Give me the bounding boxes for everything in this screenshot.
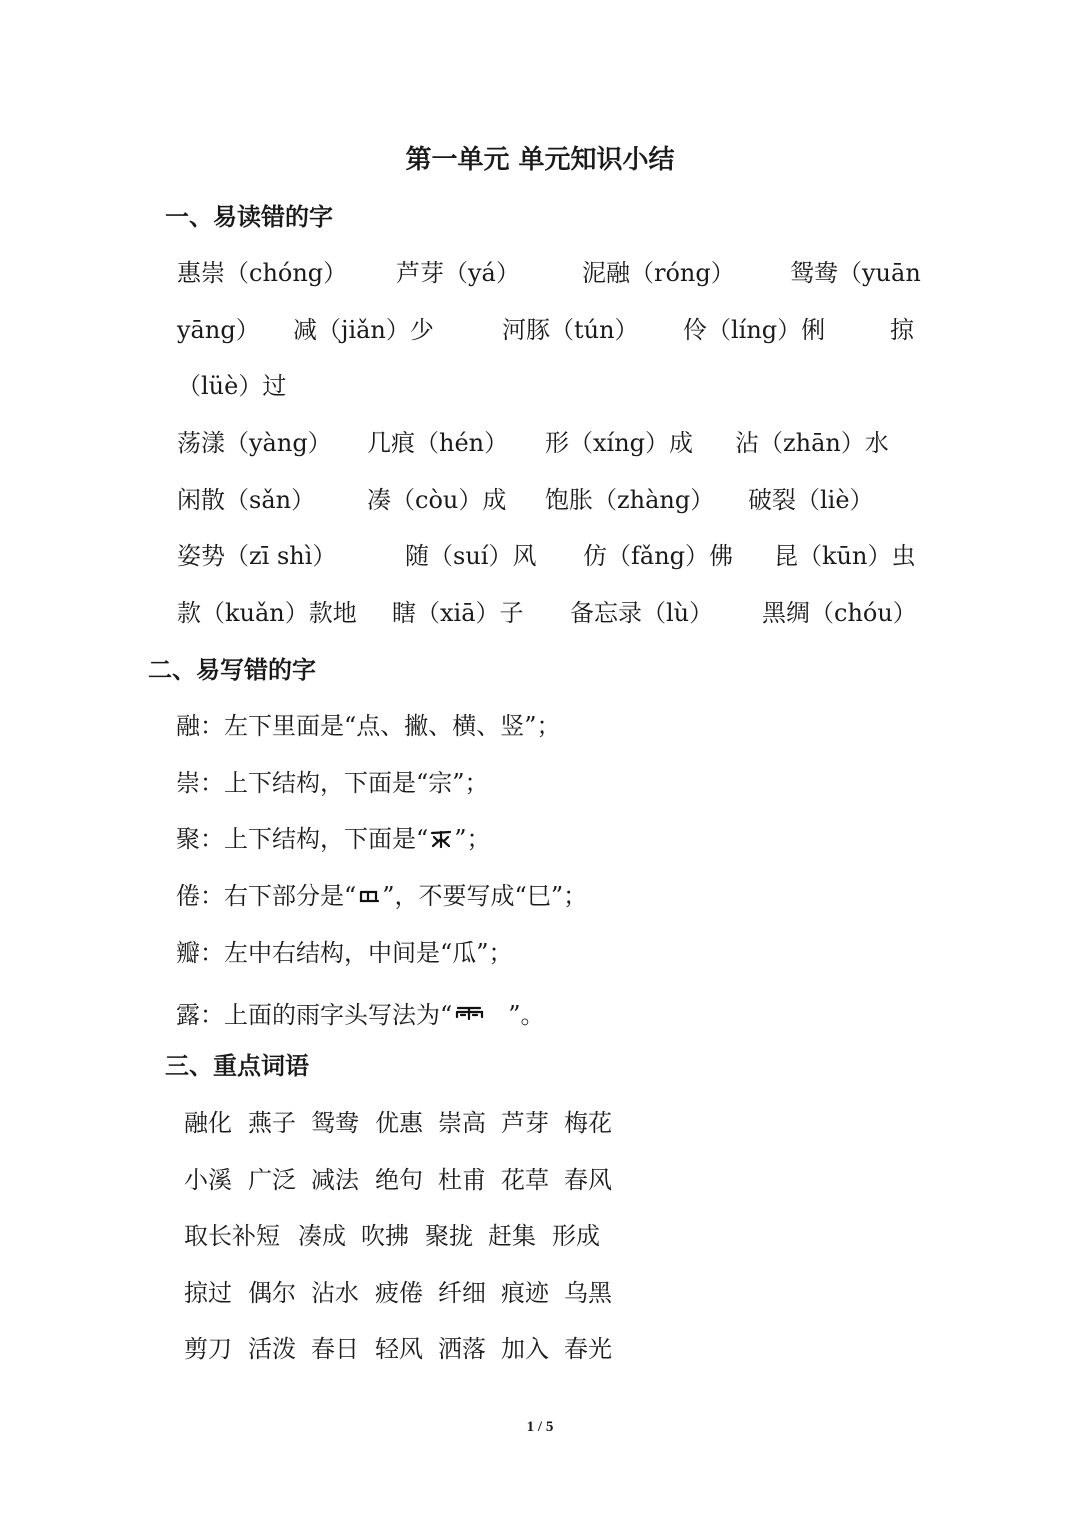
vocab-word: 形成 bbox=[552, 1222, 600, 1250]
pinyin-item: 款（kuǎn）款地 bbox=[177, 599, 357, 627]
writing-rule-text: ”，不要写成“巳”； bbox=[382, 882, 588, 910]
writing-rule: 瓣：左中右结构，中间是“瓜”； bbox=[176, 939, 513, 967]
section-heading-3: 三、重点词语 bbox=[165, 1051, 309, 1080]
pinyin-item: （lüè）过 bbox=[177, 372, 287, 400]
vocab-word: 取长补短 bbox=[184, 1222, 280, 1250]
pinyin-item: 形（xíng）成 bbox=[545, 429, 694, 457]
pinyin-item: 几痕（hén） bbox=[367, 429, 509, 457]
writing-rule-text: 露：上面的雨字头写法为“ bbox=[176, 1001, 453, 1029]
writing-rule: 融：左下里面是“点、撇、横、竖”； bbox=[176, 712, 561, 740]
vocab-word: 痕迹 bbox=[501, 1279, 549, 1307]
vocab-word: 鸳鸯 bbox=[311, 1109, 359, 1137]
pinyin-item: 昆（kūn）虫 bbox=[774, 542, 916, 570]
writing-rule bbox=[176, 1000, 545, 1030]
pinyin-item: 破裂（liè） bbox=[748, 486, 874, 514]
pinyin-item: 饱胀（zhàng） bbox=[545, 486, 715, 514]
vocab-word: 春日 bbox=[311, 1335, 359, 1363]
writing-rule bbox=[176, 824, 491, 854]
vocab-word: 春光 bbox=[564, 1335, 612, 1363]
vocab-word: 融化 bbox=[184, 1109, 232, 1137]
pinyin-item: 闲散（sǎn） bbox=[177, 486, 316, 514]
pinyin-item: 黑绸（chóu） bbox=[762, 599, 917, 627]
vocab-word: 花草 bbox=[501, 1166, 549, 1194]
vocab-word: 加入 bbox=[501, 1335, 549, 1363]
pinyin-item: 随（suí）风 bbox=[405, 542, 537, 570]
vocab-word: 沾水 bbox=[311, 1279, 359, 1307]
pinyin-item: 凑（còu）成 bbox=[367, 486, 507, 514]
vocab-word: 杜甫 bbox=[438, 1166, 486, 1194]
vocab-word: 燕子 bbox=[248, 1109, 296, 1137]
vocab-word: 优惠 bbox=[375, 1109, 423, 1137]
writing-rule-text: 聚：上下结构，下面是“ bbox=[176, 825, 429, 853]
vocab-word: 吹拂 bbox=[361, 1222, 409, 1250]
pinyin-item: 减（jiǎn）少 bbox=[293, 316, 434, 344]
vocab-word: 活泼 bbox=[248, 1335, 296, 1363]
vocab-word: 剪刀 bbox=[184, 1335, 232, 1363]
vocab-word: 减法 bbox=[311, 1166, 359, 1194]
vocab-word: 掠过 bbox=[184, 1279, 232, 1307]
writing-rule: 崇：上下结构，下面是“宗”； bbox=[176, 769, 489, 797]
pinyin-item: 备忘录（lù） bbox=[570, 599, 714, 627]
vocab-word: 小溪 bbox=[184, 1166, 232, 1194]
page-title: 第一单元 单元知识小结 bbox=[405, 145, 675, 175]
pinyin-item: yāng） bbox=[177, 316, 260, 344]
vocab-word: 轻风 bbox=[375, 1335, 423, 1363]
vocab-word: 春风 bbox=[564, 1166, 612, 1194]
pinyin-item: 瞎（xiā）子 bbox=[392, 599, 524, 627]
pinyin-item: 泥融（róng） bbox=[582, 259, 735, 287]
pinyin-item: 仿（fǎng）佛 bbox=[583, 542, 734, 570]
vocab-word: 乌黑 bbox=[564, 1279, 612, 1307]
section-heading-1: 一、易读错的字 bbox=[165, 202, 333, 231]
vocab-word: 纤细 bbox=[438, 1279, 486, 1307]
vocab-word: 偶尔 bbox=[248, 1279, 296, 1307]
vocab-word: 聚拢 bbox=[425, 1222, 473, 1250]
glyph-component-image bbox=[428, 827, 454, 851]
glyph-component-image bbox=[356, 884, 382, 908]
pinyin-item: 鸳鸯（yuān bbox=[790, 259, 921, 287]
section-heading-2: 二、易写错的字 bbox=[148, 655, 316, 684]
vocab-word: 疲倦 bbox=[375, 1279, 423, 1307]
pinyin-item: 姿势（zī shì） bbox=[177, 542, 337, 570]
vocab-word: 崇高 bbox=[438, 1109, 486, 1137]
page-number: 1 / 5 bbox=[526, 1419, 554, 1435]
writing-rule-text: ”。 bbox=[508, 1001, 545, 1029]
writing-rule-text: ”； bbox=[454, 825, 491, 853]
vocab-word: 梅花 bbox=[564, 1109, 612, 1137]
pinyin-item: 河豚（tún） bbox=[502, 316, 639, 344]
glyph-component-image bbox=[452, 1003, 508, 1027]
pinyin-item: 沾（zhān）水 bbox=[735, 429, 889, 457]
vocab-word: 广泛 bbox=[248, 1166, 296, 1194]
vocab-word: 凑成 bbox=[298, 1222, 346, 1250]
pinyin-item: 荡漾（yàng） bbox=[177, 429, 332, 457]
vocab-word: 芦芽 bbox=[501, 1109, 549, 1137]
writing-rule bbox=[176, 881, 587, 911]
pinyin-item: 伶（líng）俐 bbox=[683, 316, 826, 344]
vocab-word: 赶集 bbox=[488, 1222, 536, 1250]
vocab-word: 绝句 bbox=[375, 1166, 423, 1194]
pinyin-item: 掠 bbox=[890, 316, 914, 344]
vocab-word: 洒落 bbox=[438, 1335, 486, 1363]
pinyin-item: 芦芽（yá） bbox=[396, 259, 520, 287]
pinyin-item: 惠崇（chóng） bbox=[177, 259, 348, 287]
writing-rule-text: 倦：右下部分是“ bbox=[176, 882, 357, 910]
